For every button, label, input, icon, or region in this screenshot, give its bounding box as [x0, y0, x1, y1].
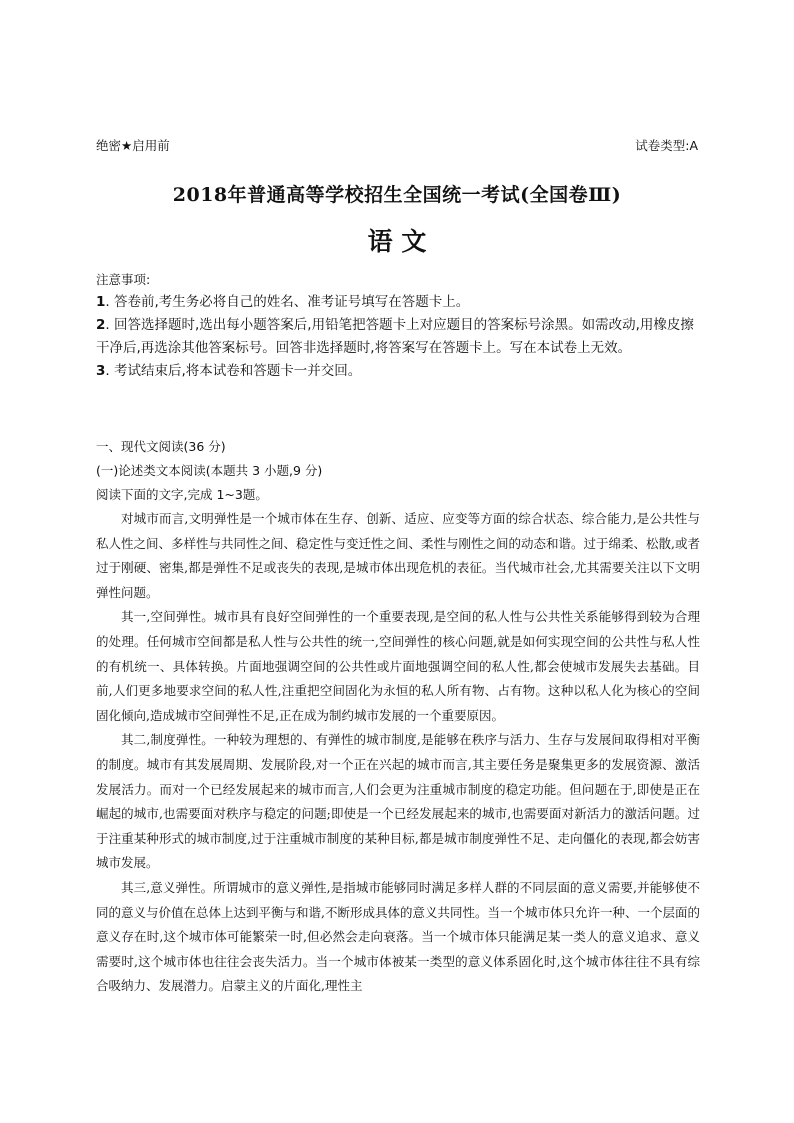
page-header	[96, 136, 698, 154]
exam-title: 2018年普通高等学校招生全国统一考试(全国卷Ⅲ)	[172, 184, 622, 206]
notes-block	[96, 268, 700, 383]
section-subtitle: (一)论述类文本阅读(本题共 3 小题,9 分)	[96, 463, 323, 478]
passage-paragraph: 其三,意义弹性。所谓城市的意义弹性,是指城市能够同时满足多样人群的不同层面的意义需要,并能够使不同的意义与价值在总体上达到平衡与和谐,不断形成具体的意义共同性。当一个城市体只允许一种、一个层面的意义存在时,这个城市体可能繁荣一时,但必然会走向衰落。当一个城市体只能满足某一类人的意义追求、意义需要时,这个城市体也往往会丧失活力。当一个城市体被某一类型的意义体系固化时,这个城市体往往不具有综合吸纳力、发展潜力。启蒙主义的片面化,理性主	[96, 879, 700, 994]
notes-item-number: 1	[96, 294, 106, 310]
reading-passage	[96, 507, 700, 999]
notes-item-text: . 考试结束后,将本试卷和答题卡一并交回。	[105, 363, 362, 379]
section-instruction: 阅读下面的文字,完成 1~3题。	[96, 487, 268, 502]
notes-item	[96, 360, 700, 383]
notes-item-number: 3	[96, 363, 106, 379]
passage-paragraph: 对城市而言,文明弹性是一个城市体在生存、创新、适应、应变等方面的综合状态、综合能力,是公共性与私人性之间、多样性与共同性之间、稳定性与变迁性之间、柔性与刚性之间的动态和谐。过于绵柔、松散,或者过于刚硬、密集,都是弹性不足或丧失的表现,是城市体出现危机的表征。当代城市社会,尤其需要关注以下文明弹性问题。	[96, 511, 700, 600]
notes-item	[96, 291, 700, 314]
passage-paragraph: 其二,制度弹性。一种较为理想的、有弹性的城市制度,是能够在秩序与活力、生存与发展间取得相对平衡的制度。城市有其发展周期、发展阶段,对一个正在兴起的城市而言,其主要任务是聚集更多的发展资源、激活发展活力。而对一个已经发展起来的城市而言,人们会更为注重城市制度的稳定功能。但问题在于,即使是正在崛起的城市,也需要面对秩序与稳定的问题;即使是一个已经发展起来的城市,也需要面对新活力的激活问题。过于注重某种形式的城市制度,过于注重城市制度的某种目标,都是城市制度弹性不足、走向僵化的表现,都会妨害城市发展。	[96, 732, 700, 871]
section-header	[96, 435, 700, 507]
confidential-label: 绝密★启用前	[96, 138, 170, 153]
subject-title: 语 文	[367, 227, 427, 256]
notes-item-text: . 回答选择题时,选出每小题答案后,用铅笔把答题卡上对应题目的答案标号涂黑。如需改动,用橡皮擦干净后,再选涂其他答案标号。回答非选择题时,将答案写在答题卡上。写在本试卷上无效。	[96, 317, 694, 356]
notes-item	[96, 314, 700, 360]
section-title: 一、现代文阅读(36 分)	[96, 439, 226, 454]
passage-paragraph: 其一,空间弹性。城市具有良好空间弹性的一个重要表现,是空间的私人性与公共性关系能够得到较为合理的处理。任何城市空间都是私人性与公共性的统一,空间弹性的核心问题,就是如何实现空间的公共性与私人性的有机统一、具体转换。片面地强调空间的公共性或片面地强调空间的私人性,都会使城市发展失去基础。目前,人们更多地要求空间的私人性,注重把空间固化为永恒的私人所有物、占有物。这种以私人化为核心的空间固化倾向,造成城市空间弹性不足,正在成为制约城市发展的一个重要原因。	[96, 609, 700, 723]
notes-heading: 注意事项:	[96, 272, 151, 287]
paper-type-label: 试卷类型:A	[635, 138, 698, 153]
notes-item-number: 2	[96, 317, 106, 333]
notes-item-text: . 答卷前,考生务必将自己的姓名、准考证号填写在答题卡上。	[105, 294, 470, 310]
